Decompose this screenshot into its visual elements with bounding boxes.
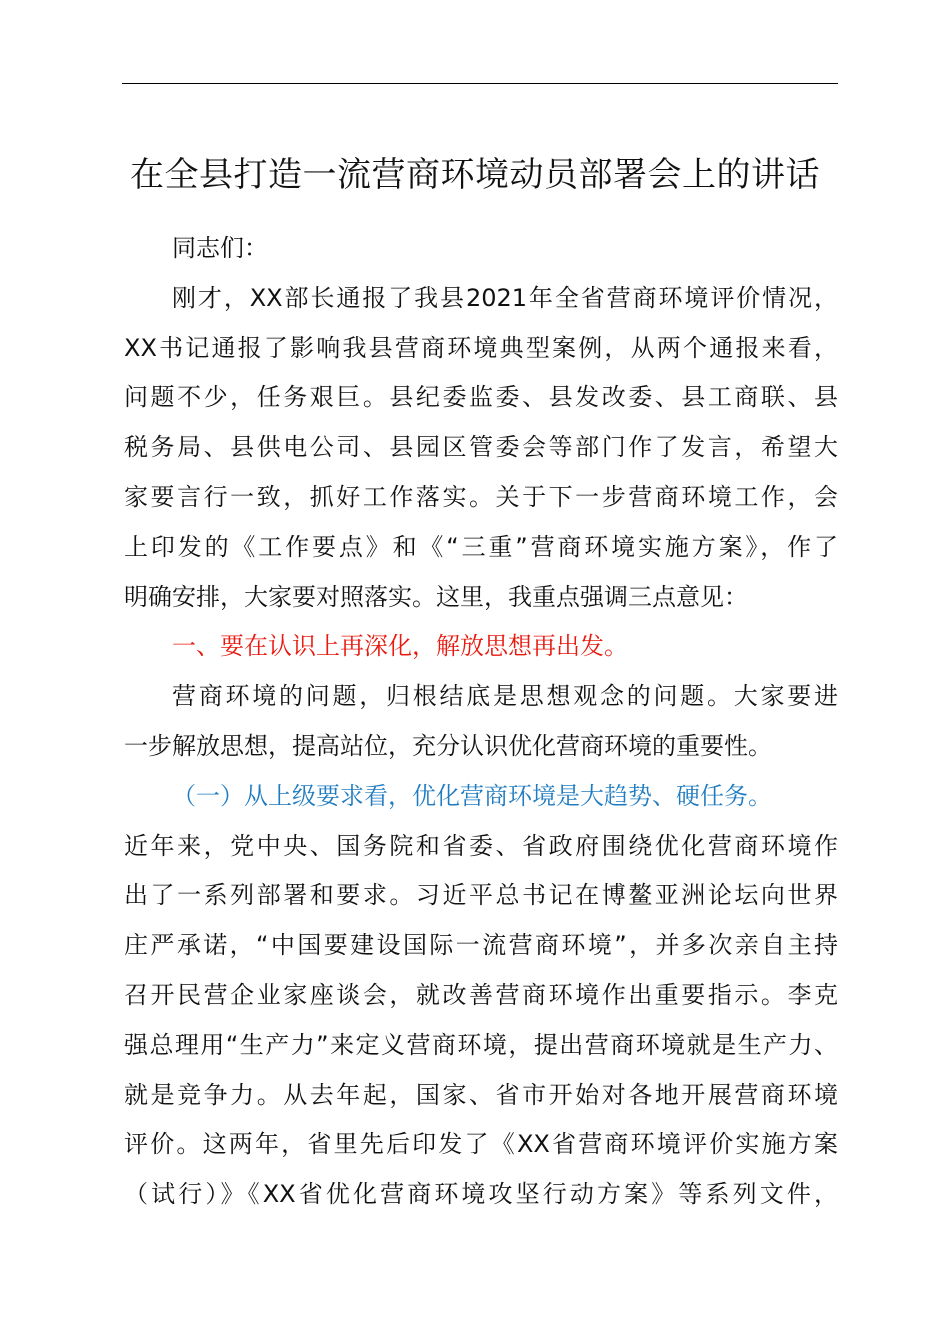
- paragraph-line: 家要言行一致，抓好工作落实。关于下一步营商环境工作，会: [124, 482, 838, 511]
- paragraph-line: XX书记通报了影响我县营商环境典型案例，从两个通报来看，: [124, 333, 838, 362]
- paragraph-line: 税务局、县供电公司、县园区管委会等部门作了发言，希望大: [124, 433, 838, 462]
- document-title: 在全县打造一流营商环境动员部署会上的讲话: [130, 155, 820, 195]
- paragraph-line: 问题不少，任务艰巨。县纪委监委、县发改委、县工商联、县: [124, 383, 838, 412]
- section-heading-1: 一、要在认识上再深化，解放思想再出发。: [172, 632, 628, 661]
- paragraph-line: 就是竞争力。从去年起，国家、省市开始对各地开展营商环境: [124, 1080, 838, 1109]
- subsection-heading-1: （一）从上级要求看，优化营商环境是大趋势、硬任务。: [172, 781, 772, 810]
- paragraph-line: 明确安排，大家要对照落实。这里，我重点强调三点意见：: [124, 582, 748, 611]
- paragraph-line: 营商环境的问题，归根结底是思想观念的问题。大家要进: [172, 682, 838, 711]
- paragraph-line: 出了一系列部署和要求。习近平总书记在博鳌亚洲论坛向世界: [124, 881, 838, 910]
- paragraph-line: 一步解放思想，提高站位，充分认识优化营商环境的重要性。: [124, 731, 772, 760]
- salutation: 同志们：: [172, 234, 268, 262]
- paragraph-line: （试行）》《XX省优化营商环境攻坚行动方案》等系列文件，: [124, 1180, 838, 1209]
- paragraph-line: 近年来，党中央、国务院和省委、省政府围绕优化营商环境作: [124, 831, 838, 860]
- paragraph-line: 庄严承诺，“中国要建设国际一流营商环境”，并多次亲自主持: [124, 931, 838, 960]
- paragraph-line: 上印发的《工作要点》和《“三重”营商环境实施方案》，作了: [124, 532, 838, 561]
- header-rule: [122, 83, 838, 84]
- document-body: [124, 224, 838, 1220]
- paragraph-line: 评价。这两年，省里先后印发了《XX省营商环境评价实施方案: [124, 1130, 838, 1159]
- paragraph-line: 强总理用“生产力”来定义营商环境，提出营商环境就是生产力、: [124, 1030, 838, 1059]
- paragraph-line: 召开民营企业家座谈会，就改善营商环境作出重要指示。李克: [124, 980, 838, 1009]
- paragraph-line: 刚才，XX部长通报了我县2021年全省营商环境评价情况，: [172, 283, 838, 312]
